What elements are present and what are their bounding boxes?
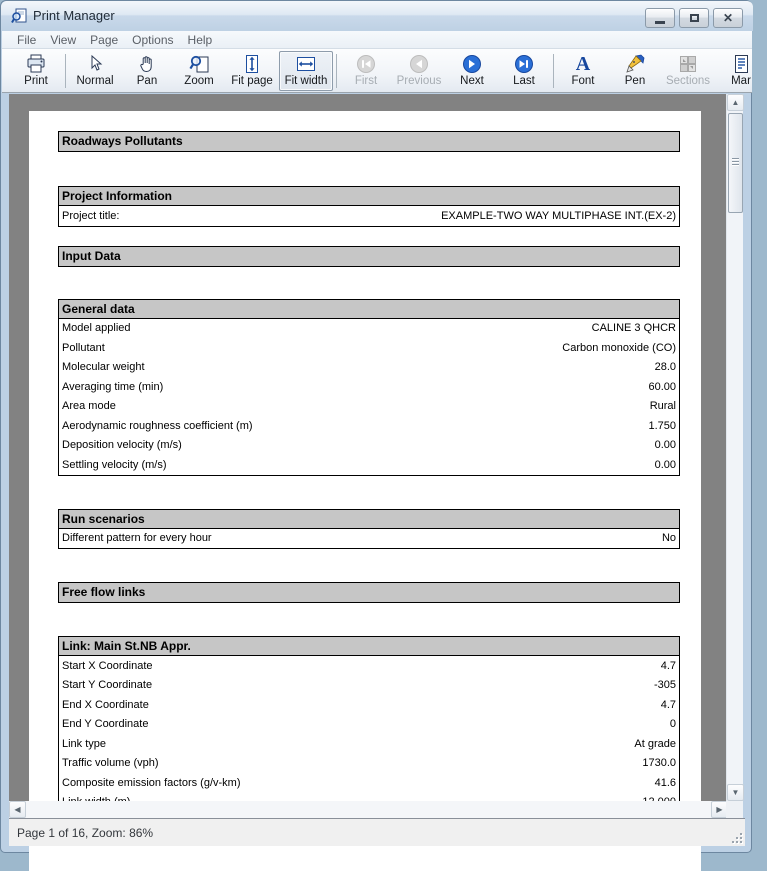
font-icon: A (575, 52, 591, 75)
table-link-main-st-nb-appr (58, 636, 680, 813)
section-title: Roadways Pollutants (59, 132, 679, 151)
row-label: Deposition velocity (m/s) (62, 439, 182, 452)
row-value: 4.7 (660, 659, 676, 672)
toolbar-button-last[interactable] (498, 51, 550, 91)
toolbar-button-font[interactable] (557, 51, 609, 91)
scroll-left-button[interactable] (9, 801, 26, 818)
toolbar-button-pan[interactable] (121, 51, 173, 91)
pen-icon (625, 52, 645, 74)
row-label: Different pattern for every hour (62, 532, 212, 545)
row-label: Averaging time (min) (62, 380, 164, 393)
row-value: EXAMPLE-TWO WAY MULTIPHASE INT.(EX-2) (441, 209, 676, 222)
toolbar-separator (336, 54, 337, 88)
arrow-left-icon: ◀ (14, 805, 21, 814)
menu-options[interactable]: Options (132, 32, 174, 47)
document-viewport (9, 94, 728, 801)
table-row (59, 455, 679, 475)
toolbar-button-fit-width[interactable] (279, 51, 333, 91)
table-row (59, 754, 679, 774)
row-label: Project title: (62, 209, 120, 222)
fit-page-icon (242, 52, 262, 74)
toolbar-label: Last (513, 74, 535, 87)
table-row (59, 338, 679, 358)
arrow-right-icon: ▶ (716, 805, 723, 814)
table-row (59, 715, 679, 735)
table-row (59, 676, 679, 696)
row-value: At grade (634, 737, 676, 750)
toolbar-label: Zoom (184, 74, 214, 87)
toolbar (2, 49, 752, 93)
menu-file[interactable]: File (17, 32, 37, 47)
section-title: Free flow links (59, 583, 679, 602)
printer-icon (25, 52, 47, 74)
window-title: Print Manager (33, 8, 115, 23)
toolbar-button-normal[interactable] (69, 51, 121, 91)
row-value: -305 (653, 679, 676, 692)
toolbar-button-first[interactable] (340, 51, 392, 91)
page-content (29, 111, 701, 813)
row-value: 4.7 (660, 698, 676, 711)
table-project-information (58, 186, 680, 227)
last-icon (514, 52, 534, 74)
menu-bar (2, 31, 752, 49)
horizontal-scrollbar[interactable] (9, 801, 728, 818)
table-run-scenarios (58, 509, 680, 550)
maximize-button[interactable] (679, 8, 709, 28)
row-value: Carbon monoxide (CO) (562, 341, 676, 354)
row-label: Settling velocity (m/s) (62, 458, 167, 471)
toolbar-label: Font (571, 74, 595, 87)
row-label: End X Coordinate (62, 698, 149, 711)
toolbar-label: Next (460, 74, 484, 87)
row-value: CALINE 3 QHCR (591, 322, 676, 335)
row-label: Link type (62, 737, 107, 750)
toolbar-button-sections[interactable] (661, 51, 715, 91)
menu-page[interactable]: Page (90, 32, 119, 47)
next-icon (462, 52, 482, 74)
row-label: Traffic volume (vph) (62, 757, 159, 770)
row-value: 60.00 (648, 380, 676, 393)
section-title: Project Information (59, 187, 679, 206)
table-row (59, 734, 679, 754)
row-value: No (661, 532, 676, 545)
window-controls (645, 8, 743, 28)
table-row (59, 529, 679, 549)
row-label: Start Y Coordinate (62, 679, 153, 692)
toolbar-label: Previous (396, 74, 442, 87)
table-row (59, 358, 679, 378)
menu-view[interactable]: View (50, 32, 77, 47)
status-text: Page 1 of 16, Zoom: 86% (17, 825, 154, 840)
row-label: Start X Coordinate (62, 659, 153, 672)
toolbar-button-print[interactable] (10, 51, 62, 91)
zoom-icon (188, 52, 210, 74)
row-value: 41.6 (654, 776, 676, 789)
toolbar-label: First (354, 74, 378, 87)
arrow-up-icon: ▲ (731, 98, 740, 107)
arrow-down-icon: ▼ (731, 788, 740, 797)
table-row (59, 319, 679, 339)
margins-icon (731, 52, 751, 74)
scroll-up-button[interactable] (727, 94, 744, 111)
table-row (59, 436, 679, 456)
table-row (59, 416, 679, 436)
close-button[interactable] (713, 8, 743, 28)
resize-grip[interactable] (730, 831, 743, 844)
first-icon (356, 52, 376, 74)
row-label: Molecular weight (62, 361, 145, 374)
table-row (59, 656, 679, 676)
scrollbar-corner (726, 801, 743, 818)
toolbar-label: Print (24, 74, 48, 87)
maximize-icon (690, 14, 699, 22)
section-title: General data (59, 300, 679, 319)
row-value: 0 (669, 718, 676, 731)
scroll-down-button[interactable] (727, 784, 744, 801)
cursor-icon (85, 52, 105, 74)
title-bar (1, 1, 753, 31)
section-title: Link: Main St.NB Appr. (59, 637, 679, 656)
toolbar-label: Pan (136, 74, 158, 87)
sections-icon (678, 52, 698, 74)
table-row (59, 206, 679, 226)
fit-width-icon (296, 52, 316, 74)
minimize-icon (655, 21, 665, 24)
thumb-grip-icon (732, 158, 739, 167)
row-value: 1730.0 (642, 757, 676, 770)
section-title: Input Data (59, 247, 679, 266)
toolbar-label: Sections (665, 74, 711, 87)
row-label: Aerodynamic roughness coefficient (m) (62, 419, 253, 432)
row-label: Composite emission factors (g/v-km) (62, 776, 241, 789)
toolbar-separator (65, 54, 66, 88)
toolbar-label: Pen (624, 74, 646, 87)
banner-roadways-pollutants (58, 131, 680, 152)
table-general-data (58, 299, 680, 476)
vertical-scrollbar-thumb[interactable] (728, 113, 743, 213)
status-bar (9, 818, 745, 846)
hand-icon (137, 52, 157, 74)
vertical-scrollbar[interactable] (726, 94, 743, 801)
toolbar-label: Normal (76, 74, 114, 87)
app-icon (11, 8, 27, 24)
toolbar-button-previous[interactable] (392, 51, 446, 91)
toolbar-label: Fit width (284, 74, 328, 87)
toolbar-button-fit-page[interactable] (225, 51, 279, 91)
row-label: End Y Coordinate (62, 718, 149, 731)
toolbar-label: Mar (731, 74, 751, 87)
row-value: 0.00 (654, 458, 676, 471)
toolbar-button-margins[interactable] (715, 51, 767, 91)
document-page (29, 111, 701, 871)
toolbar-button-next[interactable] (446, 51, 498, 91)
row-value: Rural (649, 400, 676, 413)
toolbar-button-pen[interactable] (609, 51, 661, 91)
close-icon: ✕ (722, 11, 734, 25)
table-row (59, 695, 679, 715)
toolbar-separator (553, 54, 554, 88)
menu-help[interactable]: Help (187, 32, 213, 47)
table-row (59, 397, 679, 417)
minimize-button[interactable] (645, 8, 675, 28)
banner-free-flow-links (58, 582, 680, 603)
row-value: 0.00 (654, 439, 676, 452)
row-label: Model applied (62, 322, 131, 335)
row-label: Pollutant (62, 341, 105, 354)
row-value: 1.750 (648, 419, 676, 432)
toolbar-button-zoom[interactable] (173, 51, 225, 91)
table-row (59, 377, 679, 397)
banner-input-data (58, 246, 680, 267)
row-label: Area mode (62, 400, 116, 413)
toolbar-label: Fit page (231, 74, 273, 87)
previous-icon (409, 52, 429, 74)
row-value: 28.0 (654, 361, 676, 374)
table-row (59, 773, 679, 793)
section-title: Run scenarios (59, 510, 679, 529)
